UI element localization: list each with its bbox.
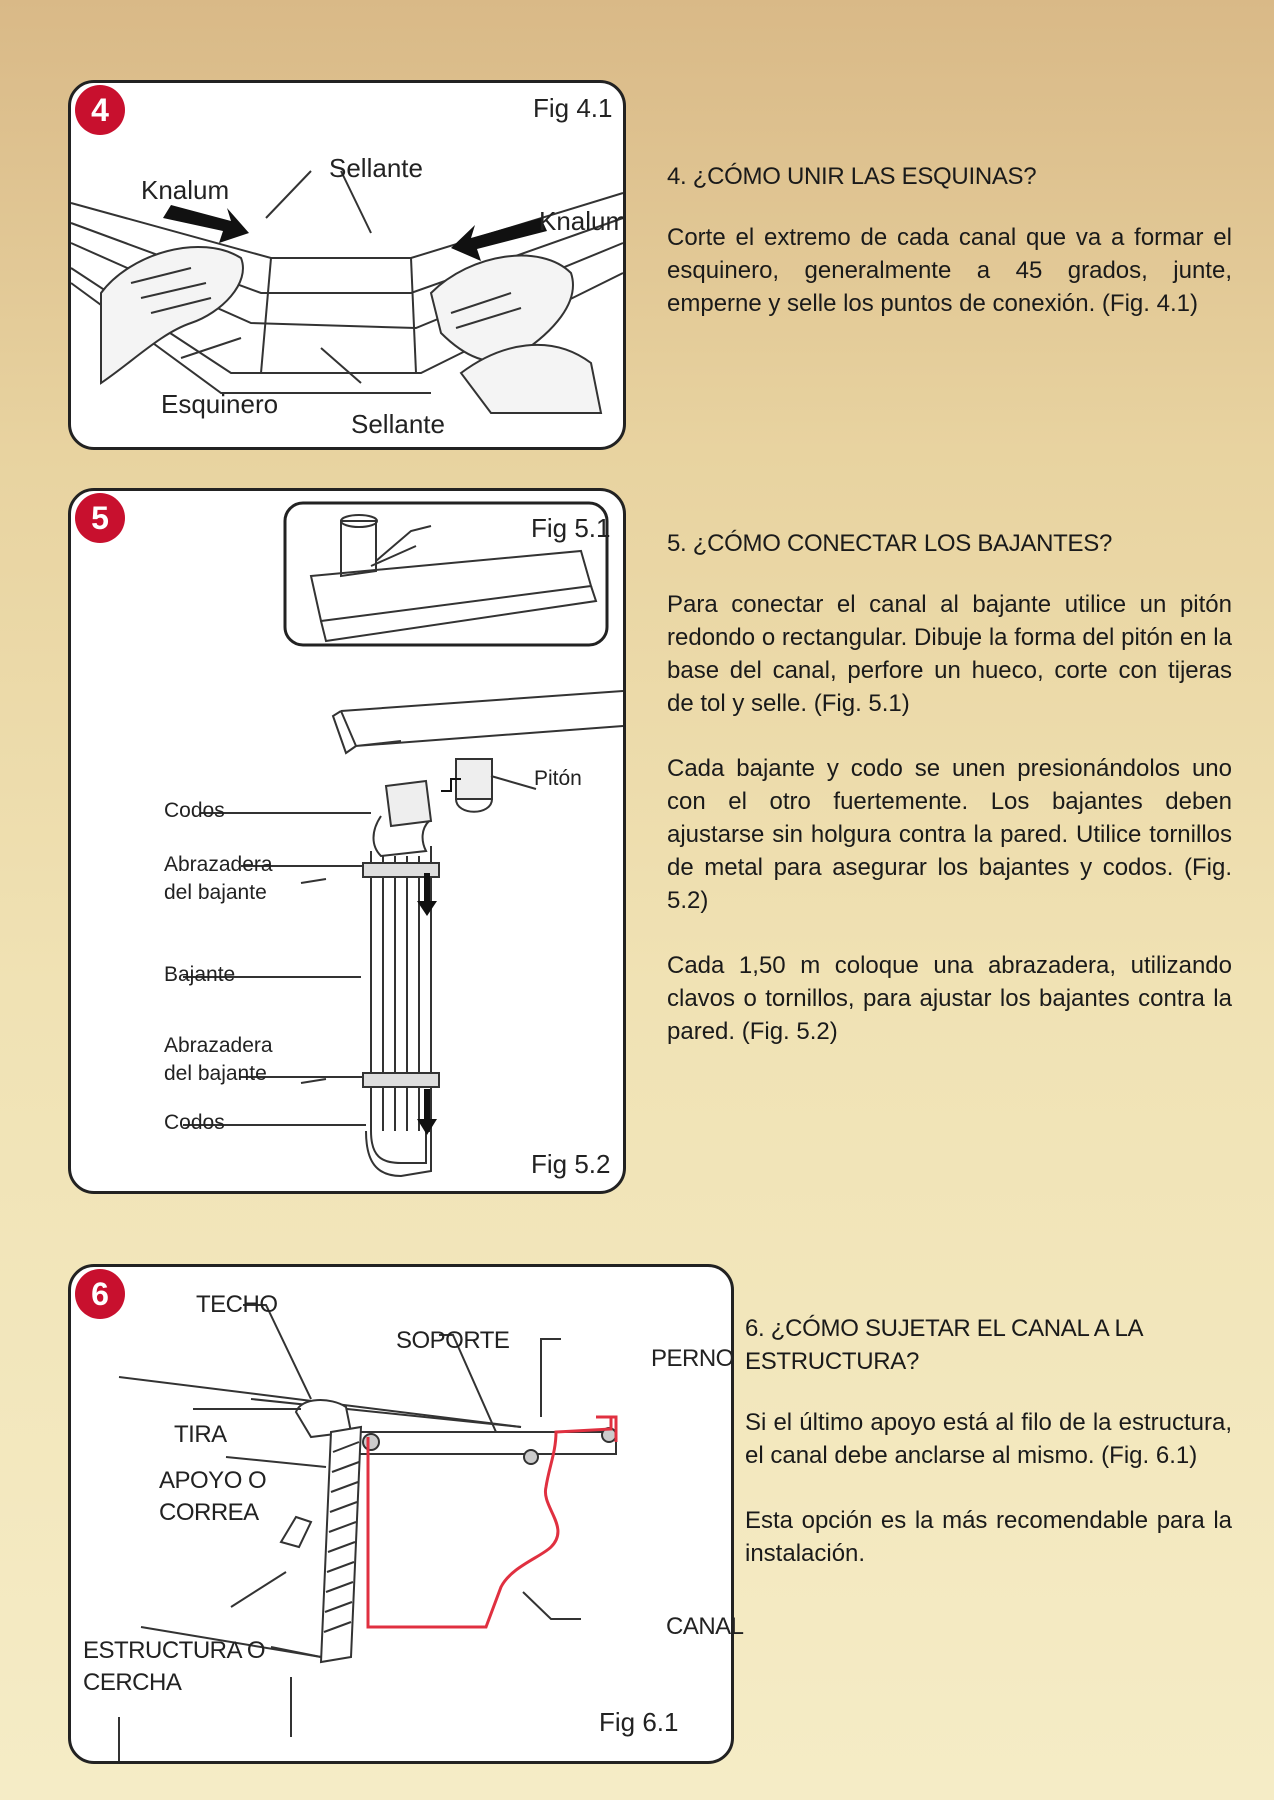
label-abrazadera-bottom-1: Abrazadera <box>164 1034 273 1057</box>
figure-6-1-panel <box>68 1264 744 1764</box>
label-esquinero: Esquinero <box>161 389 279 419</box>
label-abrazadera-top-2: del bajante <box>164 881 267 904</box>
fig-4-1-caption: Fig 4.1 <box>533 93 613 123</box>
section-4-heading: 4. ¿CÓMO UNIR LAS ESQUINAS? <box>667 163 1037 190</box>
label-knalum-left: Knalum <box>141 175 230 205</box>
step-4-badge: 4 <box>75 85 125 135</box>
step-5-badge: 5 <box>75 493 125 543</box>
section-6-heading: 6. ¿CÓMO SUJETAR EL CANAL A LA ESTRUCTURA? <box>745 1315 1142 1375</box>
label-techo: TECHO <box>196 1291 278 1318</box>
section-4-paragraph-1: Corte el extremo de cada canal que va a formar el esquinero, generalmente a 45 grados, junte, emperne y selle los puntos de conexión. (Fig. 4.1) <box>667 224 1232 317</box>
section-5-paragraph-1: Para conectar el canal al bajante utilice un pitón redondo o rectangular. Dibuje la forma del pitón en la base del canal, perfore un hueco, corte con tijeras de tol y selle. (Fig. 5.1) <box>667 591 1232 717</box>
label-sellante-bottom: Sellante <box>351 409 445 439</box>
fig-5-1-caption: Fig 5.1 <box>531 513 611 543</box>
label-soporte: SOPORTE <box>396 1327 510 1354</box>
section-5-heading: 5. ¿CÓMO CONECTAR LOS BAJANTES? <box>667 530 1113 557</box>
section-5-text <box>667 527 1232 1080</box>
step-6-badge: 6 <box>75 1269 125 1319</box>
figure-5-panel <box>68 488 626 1194</box>
label-estructura-2: CERCHA <box>83 1669 182 1696</box>
downspout-illustration <box>71 491 623 1191</box>
label-piton: Pitón <box>534 767 582 790</box>
section-6-paragraph-2: Esta opción es la más recomendable para la instalación. <box>745 1507 1232 1567</box>
label-abrazadera-bottom-2: del bajante <box>164 1062 267 1085</box>
section-5-paragraph-2: Cada bajante y codo se unen presionándolos uno con el otro fuertemente. Los bajantes deben ajustarse sin holgura contra la pared. Utilice tornillos de metal para asegurar los bajantes y codos. (Fig. 5.2) <box>667 755 1232 914</box>
label-canal: CANAL <box>666 1613 744 1640</box>
section-6-paragraph-1: Si el último apoyo está al filo de la estructura, el canal debe anclarse al mismo. (Fig. 6.1) <box>745 1409 1232 1469</box>
label-apoyo-1: APOYO O <box>159 1467 267 1494</box>
section-4-text <box>667 160 1232 352</box>
fig-5-2-caption: Fig 5.2 <box>531 1149 611 1179</box>
label-abrazadera-top-1: Abrazadera <box>164 853 273 876</box>
label-bajante: Bajante <box>164 963 236 986</box>
label-apoyo-2: CORREA <box>159 1499 259 1526</box>
corner-join-illustration <box>71 83 623 447</box>
label-codo-bottom: Codos <box>164 1111 225 1134</box>
fig-6-1-caption: Fig 6.1 <box>599 1707 679 1737</box>
section-5-paragraph-3: Cada 1,50 m coloque una abrazadera, utilizando clavos o tornillos, para ajustar los bajantes contra la pared. (Fig. 5.2) <box>667 952 1232 1045</box>
label-codo-top: Codos <box>164 799 225 822</box>
label-estructura-1: ESTRUCTURA O <box>83 1637 266 1664</box>
section-6-text <box>745 1312 1232 1602</box>
label-sellante-top: Sellante <box>329 153 423 183</box>
label-knalum-right: Knalum <box>539 206 628 236</box>
figure-4-1-panel <box>68 80 626 450</box>
label-perno: PERNO <box>651 1345 734 1372</box>
label-tira: TIRA <box>174 1421 227 1448</box>
